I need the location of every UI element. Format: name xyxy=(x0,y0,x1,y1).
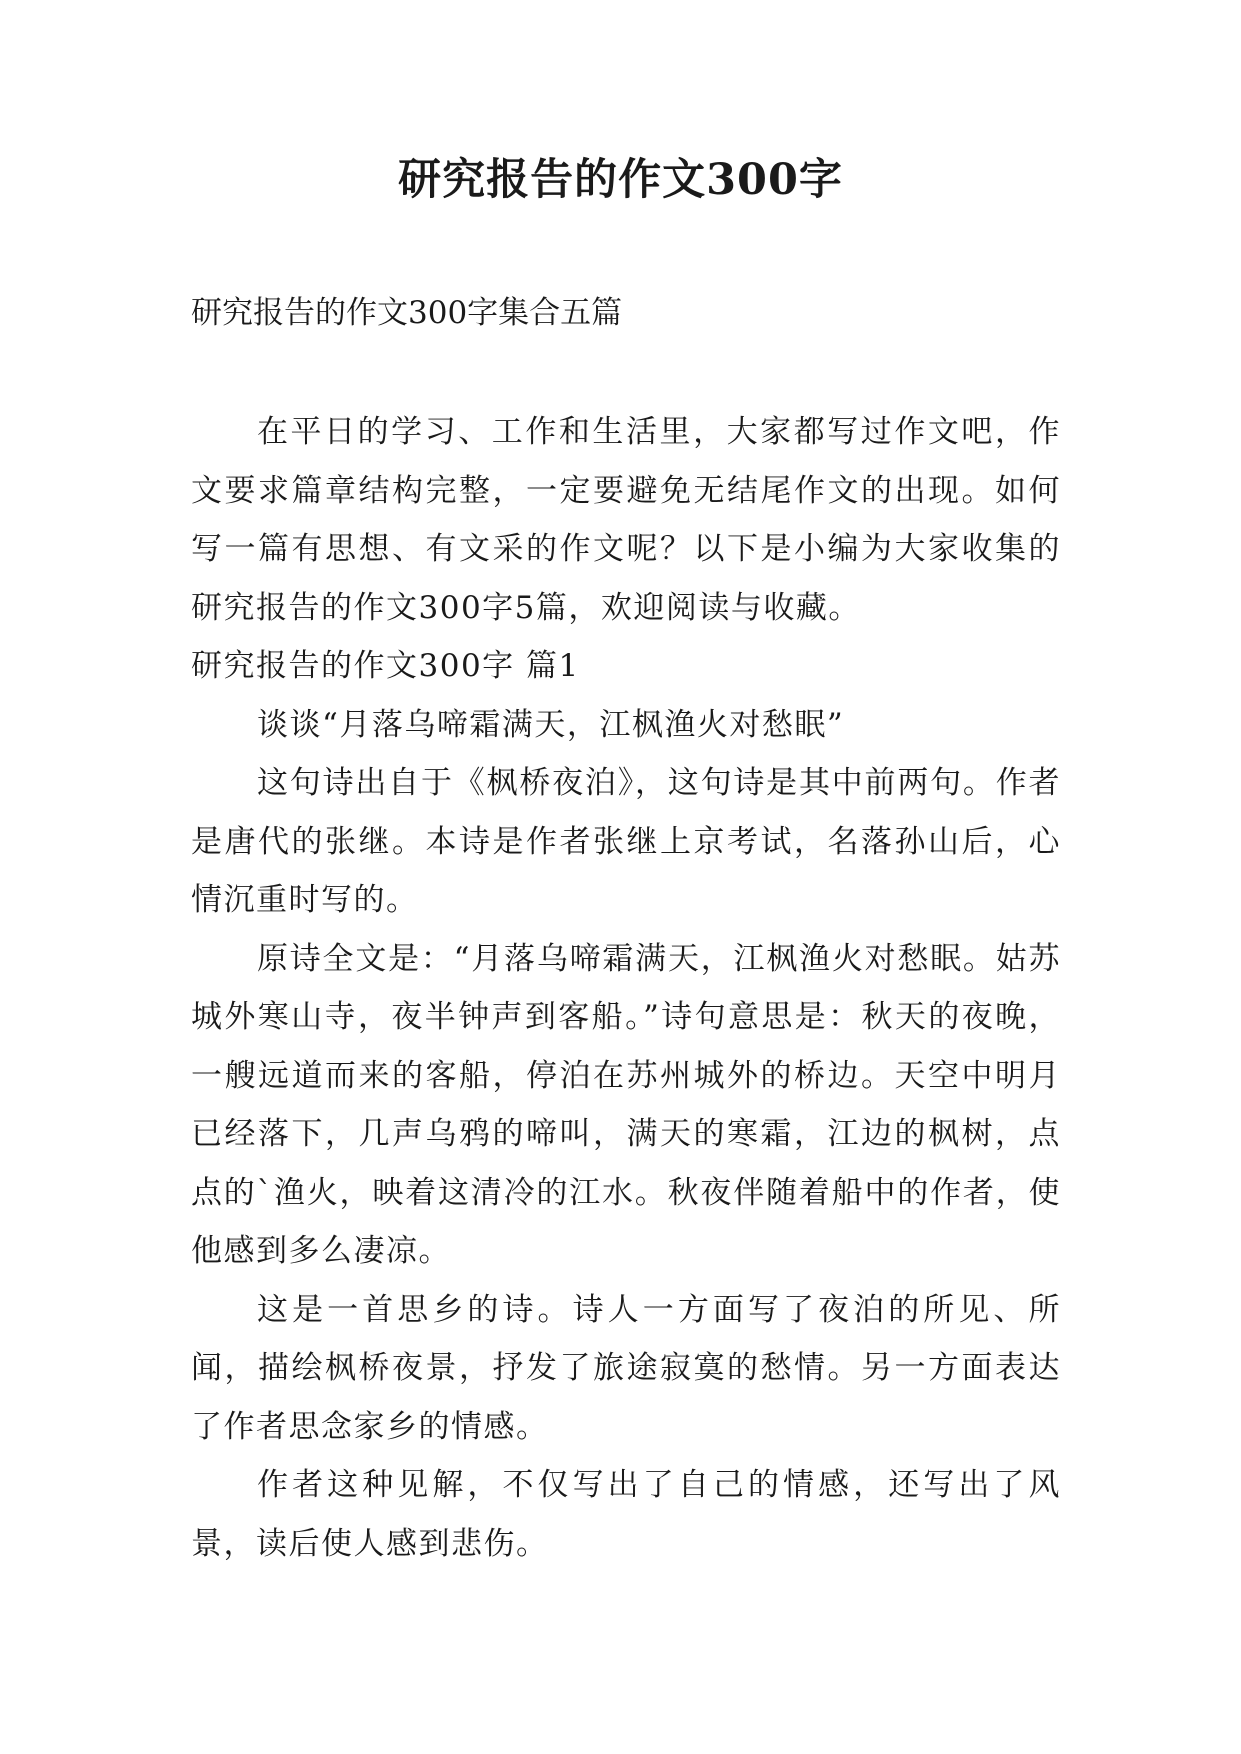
document-body xyxy=(191,403,1061,1573)
body-paragraph: 这是一首思乡的诗。诗人一方面写了夜泊的所见、所闻，描绘枫桥夜景，抒发了旅途寂寞的愁情。另一方面表达了作者思念家乡的情感。 xyxy=(191,1291,1061,1445)
document-subtitle: 研究报告的作文300字集合五篇 xyxy=(191,295,623,331)
document-title: 研究报告的作文300字 xyxy=(398,155,843,205)
intro-paragraph: 在平日的学习、工作和生活里，大家都写过作文吧，作文要求篇章结构完整，一定要避免无结尾作文的出现。如何写一篇有思想、有文采的作文呢？以下是小编为大家收集的研究报告的作文300字5篇，欢迎阅读与收藏。 xyxy=(191,414,1061,626)
body-paragraph: 作者这种见解，不仅写出了自己的情感，还写出了风景，读后使人感到悲伤。 xyxy=(191,1467,1061,1562)
body-paragraph: 原诗全文是：“月落乌啼霜满天，江枫渔火对愁眠。姑苏城外寒山寺，夜半钟声到客船。”诗句意思是：秋天的夜晚，一艘远道而来的客船，停泊在苏州城外的桥边。天空中明月已经落下，几声乌鸦的啼叫，满天的寒霜，江边的枫树，点点的`渔火，映着这清冷的江水。秋夜伴随着船中的作者，使他感到多么凄凉。 xyxy=(191,940,1061,1269)
body-paragraph: 这句诗出自于《枫桥夜泊》，这句诗是其中前两句。作者是唐代的张继。本诗是作者张继上京考试，名落孙山后，心情沉重时写的。 xyxy=(191,765,1061,918)
essay-topic-line: 谈谈“月落乌啼霜满天，江枫渔火对愁眠” xyxy=(257,706,845,743)
section-heading: 研究报告的作文300字 篇1 xyxy=(191,648,580,684)
